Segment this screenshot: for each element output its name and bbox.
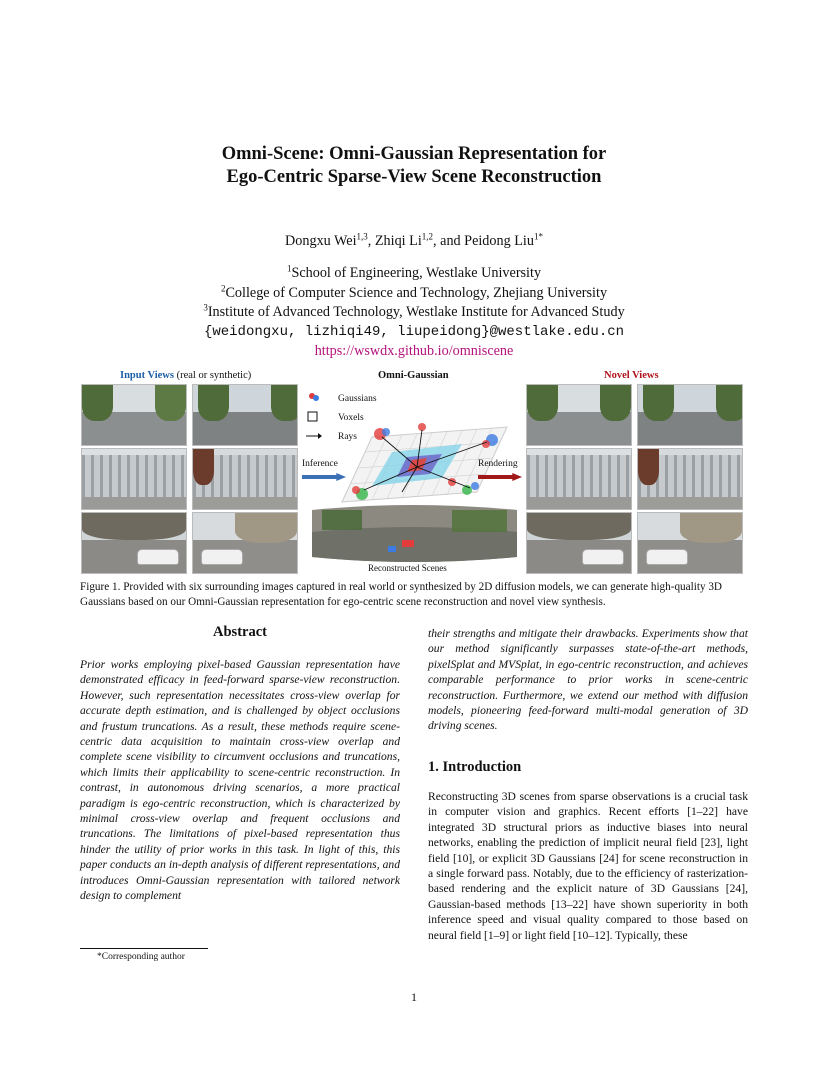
input-view-photo xyxy=(81,448,187,510)
affiliations xyxy=(0,264,828,362)
author-2: Zhiqi Li xyxy=(374,233,422,249)
figure-legend xyxy=(338,390,377,447)
abstract-heading: Abstract xyxy=(213,624,267,640)
affiliation-2: $^2$College of Computer Science and Technology, Zhejiang University xyxy=(220,282,608,301)
figure-1 xyxy=(80,370,748,575)
input-view-photo xyxy=(192,512,298,574)
novel-view-photo xyxy=(526,448,632,510)
input-view-photo xyxy=(81,512,187,574)
legend-gaussians: Gaussians xyxy=(338,394,377,404)
title-line-1: Omni-Scene: Omni-Gaussian Representation for xyxy=(221,144,607,164)
affiliation-3: $^3$Institute of Advanced Technology, Westlake Institute for Advanced Study xyxy=(203,302,625,320)
novel-view-photo xyxy=(526,384,632,446)
abstract-body: Prior works employing pixel-based Gaussian representation have demonstrated efficacy in feed-forward sparse-view reconstruction. However, such representation necessitates cross-view overlap for accurate depth estimation, and is challenged by object occlusions and frustum truncations. As a result, these methods require scene-centric data acquisition to maintain cross-view overlap and complete scene visibility to circumvent occlusions and truncations, which limits their applicability to scene-centric reconstruction. In contrast, in autonomous driving scenarios, a more practical paradigm is ego-centric reconstruction, which is characterized by minimal cross-view overlap and frequent occlusions and truncations. The limitations of pixel-based representation thus hinder the utility of prior works in this task. In light of this, this paper conducts an in-depth analysis of different representations, and introduces Omni-Gaussian representation with tailored network design to complement xyxy=(80,658,400,903)
page-number: 1 xyxy=(411,990,417,1004)
title-line-2: Ego-Centric Sparse-View Scene Reconstruction xyxy=(226,167,602,187)
input-view-photo xyxy=(81,384,187,446)
input-view-photo xyxy=(192,448,298,510)
footnote-rule xyxy=(80,948,208,949)
reconstructed-scenes-label: Reconstructed Scenes xyxy=(368,563,447,573)
novel-view-photo xyxy=(637,448,743,510)
introduction-body: Reconstructing 3D scenes from sparse observations is a crucial task in computer vision and graphics. Recent efforts [1–22] have integrated 3D structural priors as inductive biases into neural networks, enabling the prediction of implicit neural field [23], light field [10], or explicit 3D Gaussians [24] for scene reconstruction in a single forward pass. Notably, due to the efficiency of rasterization-based rendering and the explicit nature of 3D Gaussians [24], Gaussian-based methods [13–22] have shown superiority in both inference speed and visual quality compared to those based on neural field [1–9] or light field [10–12]. Typically, these xyxy=(428,790,748,942)
novel-view-photo xyxy=(637,512,743,574)
omni-gaussian-header: Omni-Gaussian xyxy=(378,370,449,381)
project-url-link[interactable]: https://wswdx.github.io/omniscene xyxy=(314,343,514,359)
rendering-label: Rendering xyxy=(478,459,518,469)
figure-caption: Figure 1. Provided with six surrounding images captured in real world or synthesized by 2D diffusion models, we can generate high-quality 3D Gaussians based on our Omni-Gaussian representation for ego-centric scene reconstruction and novel view synthesis. xyxy=(80,581,723,608)
email-line: {weidongxu, lizhiqi49, liupeidong}@westlake.edu.cn xyxy=(203,323,625,340)
input-views-header xyxy=(120,370,251,381)
legend-rays: Rays xyxy=(338,432,357,442)
novel-view-photo xyxy=(526,512,632,574)
abstract-continuation: their strengths and mitigate their drawbacks. Experiments show that our method significantly surpasses state-of-the-art methods, pixelSplat and MVSplat, in ego-centric reconstruction, and achieves comparable performance to prior works in scene-centric reconstruction. Furthermore, we extend our method with diffusion models, pioneering feed-forward multi-modal generation of 3D driving scenes. xyxy=(428,627,748,733)
paper-title xyxy=(0,143,828,189)
novel-views-header: Novel Views xyxy=(604,370,659,381)
author-list: Dongxu Wei$^{1,3}$, Zhiqi Li$^{1,2}$, and Peidong Liu$^{1*}$ xyxy=(285,231,543,249)
author-1: Dongxu Wei xyxy=(285,233,357,249)
footnote: *Corresponding author xyxy=(97,952,185,962)
novel-view-photo xyxy=(637,384,743,446)
reconstructed-scene xyxy=(312,505,517,562)
author-3: and Peidong Liu xyxy=(440,233,534,249)
introduction-heading: 1. Introduction xyxy=(428,759,522,775)
input-views-label: Input Views xyxy=(120,370,174,381)
legend-voxels: Voxels xyxy=(338,413,364,423)
input-view-photo xyxy=(192,384,298,446)
input-views-sub: (real or synthetic) xyxy=(173,370,252,381)
affiliation-1: $^1$School of Engineering, Westlake University xyxy=(286,263,542,281)
legend xyxy=(306,393,322,439)
inference-label: Inference xyxy=(302,459,338,469)
